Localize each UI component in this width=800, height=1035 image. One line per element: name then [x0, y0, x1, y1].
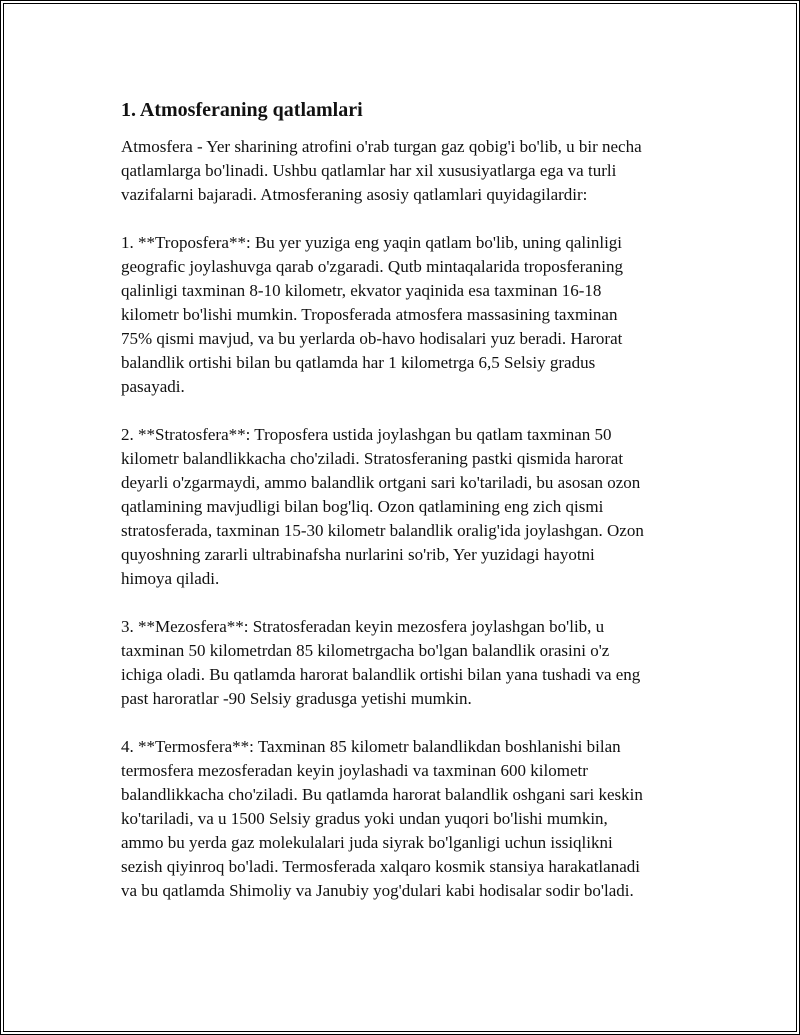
text-line: geografic joylashuvga qarab o'zgaradi. Qutb mintaqalarida troposferaning	[121, 257, 624, 276]
text-line: vazifalarni bajaradi. Atmosferaning asosiy qatlamlari quyidagilardir:	[121, 185, 588, 204]
layer-paragraph	[121, 735, 687, 903]
text-line: Atmosfera - Yer sharining atrofini o'rab turgan gaz qobig'i bo'lib, u bir necha	[121, 137, 642, 156]
text-line: 3. **Mezosfera**: Stratosferadan keyin mezosfera joylashgan bo'lib, u	[121, 617, 605, 636]
text-line: 4. **Termosfera**: Taxminan 85 kilometr balandlikdan boshlanishi bilan	[121, 737, 621, 756]
text-line: balandlikkacha cho'ziladi. Bu qatlamda harorat balandlik oshgani sari keskin	[121, 785, 643, 804]
document-body	[121, 94, 687, 927]
text-line: 75% qismi mavjud, va bu yerlarda ob-havo hodisalari yuz beradi. Harorat	[121, 329, 623, 348]
text-line: stratosferada, taxminan 15-30 kilometr balandlik oralig'ida joylashgan. Ozon	[121, 521, 644, 540]
text-line: ko'tariladi, va u 1500 Selsiy gradus yoki undan yuqori bo'lishi mumkin,	[121, 809, 608, 828]
text-line: kilometr bo'lishi mumkin. Troposferada atmosfera massasining taxminan	[121, 305, 618, 324]
intro-paragraph	[121, 135, 687, 207]
text-line: kilometr balandlikkacha cho'ziladi. Stratosferaning pastki qismida harorat	[121, 449, 624, 468]
layer-paragraph	[121, 231, 687, 399]
text-line: deyarli o'zgarmaydi, ammo balandlik ortgani sari ko'tariladi, bu asosan ozon	[121, 473, 641, 492]
text-line: sezish qiyinroq bo'ladi. Termosferada xalqaro kosmik stansiya harakatlanadi	[121, 857, 640, 876]
text-line: taxminan 50 kilometrdan 85 kilometrgacha bo'lgan balandlik orasini o'z	[121, 641, 610, 660]
text-line: qalinligi taxminan 8-10 kilometr, ekvator yaqinida esa taxminan 16-18	[121, 281, 602, 300]
text-line: 1. **Troposfera**: Bu yer yuziga eng yaqin qatlam bo'lib, uning qalinligi	[121, 233, 623, 252]
text-line: va bu qatlamda Shimoliy va Janubiy yog'dulari kabi hodisalar sodir bo'ladi.	[121, 881, 634, 900]
text-line: himoya qiladi.	[121, 569, 220, 588]
text-line: ammo bu yerda gaz molekulalari juda siyrak bo'lganligi uchun issiqlikni	[121, 833, 613, 852]
layer-paragraph	[121, 615, 687, 711]
text-line: balandlik ortishi bilan bu qatlamda har 1 kilometrga 6,5 Selsiy gradus	[121, 353, 596, 372]
text-line: past haroratlar -90 Selsiy gradusga yetishi mumkin.	[121, 689, 472, 708]
text-line: ichiga oladi. Bu qatlamda harorat balandlik ortishi bilan yana tushadi va eng	[121, 665, 641, 684]
text-line: termosfera mezosferadan keyin joylashadi va taxminan 600 kilometr	[121, 761, 588, 780]
text-line: quyoshning zararli ultrabinafsha nurlarini so'rib, Yer yuzidagi hayotni	[121, 545, 595, 564]
section-heading: 1. Atmosferaning qatlamlari	[121, 99, 363, 121]
text-line: qatlamlarga bo'linadi. Ushbu qatlamlar har xil xususiyatlarga ega va turli	[121, 161, 617, 180]
text-line: 2. **Stratosfera**: Troposfera ustida joylashgan bu qatlam taxminan 50	[121, 425, 612, 444]
layer-paragraph	[121, 423, 687, 591]
text-line: pasayadi.	[121, 377, 185, 396]
text-line: qatlamining mavjudligi bilan bog'liq. Ozon qatlamining eng zich qismi	[121, 497, 604, 516]
paragraph-list	[121, 135, 687, 903]
